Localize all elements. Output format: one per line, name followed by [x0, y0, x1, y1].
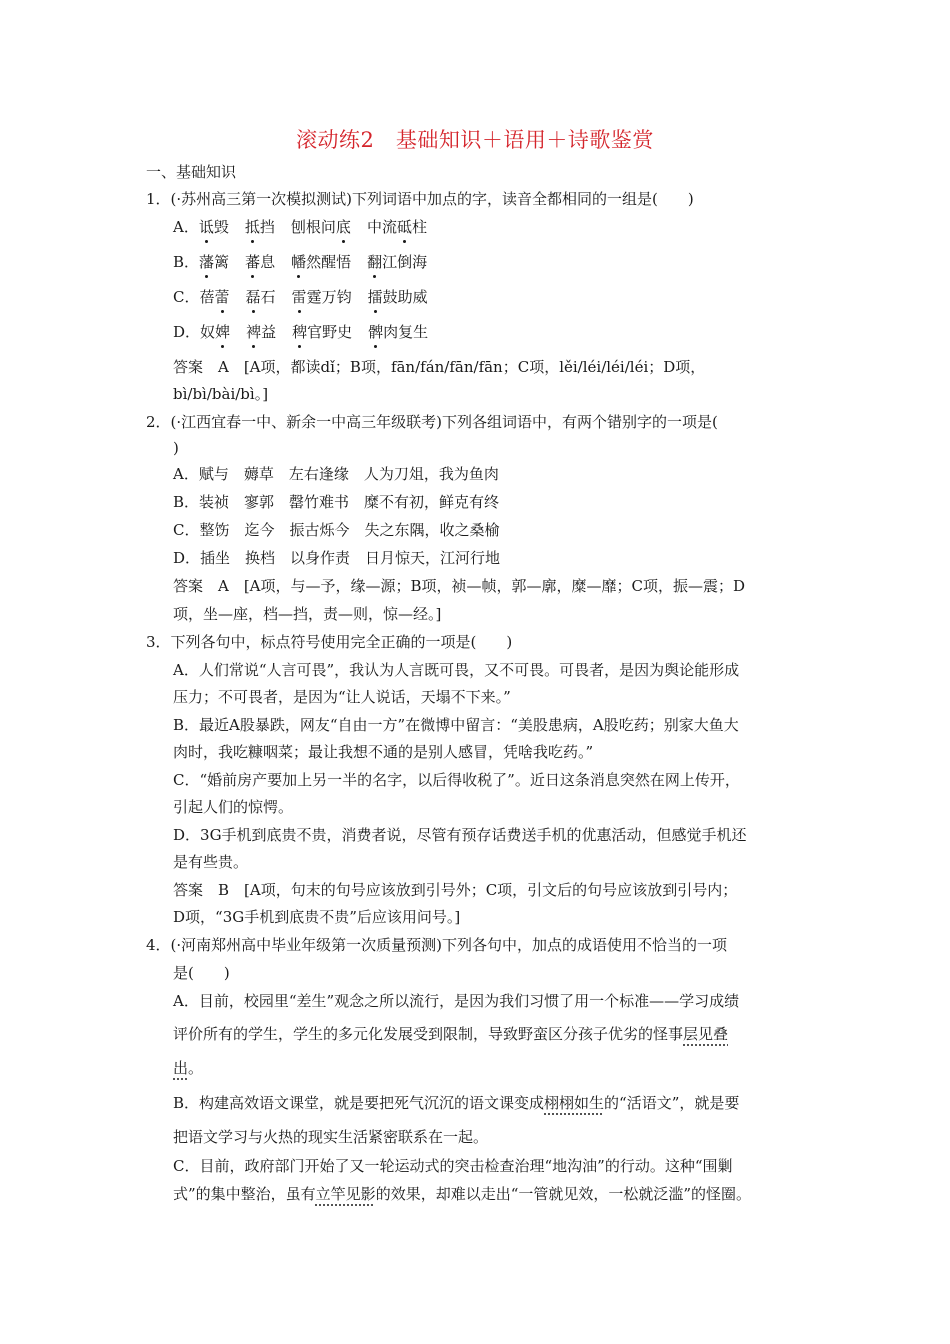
- q2-option-d: D．插坐 换档 以身作责 日月惊天，江河行地: [173, 549, 501, 567]
- q4-option-c-line1: C．目前，政府部门开始了又一轮运动式的突击检查治理“地沟油”的行动。这种“围剿: [173, 1157, 733, 1175]
- dotted-char: 髀: [368, 323, 384, 341]
- q2-stem-line1: 2．(·江西宜春一中、新余一中高三年级联考)下列各组词语中，有两个错别字的一项是(: [146, 413, 718, 431]
- dotted-char: 雷: [291, 288, 307, 306]
- q1-answer-line2: bì/bì/bài/bì。]: [173, 385, 269, 403]
- q1-option-a: A．诋毁 抵挡 刨根问底 中流砥柱: [173, 218, 427, 236]
- q3-answer-line2: D项，“3G手机到底贵不贵”后应该用问号。]: [173, 908, 461, 926]
- q1-answer-line1: 答案 A [A项，都读dǐ；B项，fān/fán/fān/fān；C项，lěi/léi/léi/léi；D项，: [173, 358, 706, 376]
- dotted-char: 婢: [215, 323, 231, 341]
- q3-option-b-line2: 肉时，我吃糠咽菜；最让我想不通的是别人感冒，凭啥我吃药。”: [173, 743, 594, 761]
- dotted-idiom: 出: [173, 1059, 189, 1077]
- dotted-char: 擂: [367, 288, 383, 306]
- section-heading: 一、基础知识: [146, 163, 237, 181]
- q4-stem-line1: 4．(·河南郑州高中毕业年级第一次质量预测)下列各句中，加点的成语使用不恰当的一项: [146, 936, 728, 954]
- dotted-char: 幡: [291, 253, 307, 271]
- dotted-char: 底: [335, 218, 351, 236]
- q1-option-d: D．奴婢 裨益 稗官野史 髀肉复生: [173, 323, 429, 341]
- q3-option-c-line2: 引起人们的惊愕。: [173, 798, 294, 816]
- q2-option-c: C．整饬 迄今 振古烁今 失之东隅，收之桑榆: [173, 521, 500, 539]
- dotted-char: 诋: [198, 218, 214, 236]
- q4-option-a-line3: 出。: [173, 1059, 204, 1077]
- q3-stem: 3．下列各句中，标点符号使用完全正确的一项是( ): [146, 633, 513, 651]
- dotted-char: 抵: [244, 218, 260, 236]
- q2-option-a: A．赋与 薅草 左右逢缘 人为刀俎，我为鱼肉: [173, 465, 499, 483]
- q2-answer-line1: 答案 A [A项，与—予，缘—源；B项，祯—帧，郭—廓，糜—靡；C项，振—震；D: [173, 577, 746, 595]
- q4-stem-line2: 是( ): [173, 964, 230, 982]
- q3-option-b-line1: B．最近A股暴跌，网友“自由一方”在微博中留言：“美股患病，A股吃药；别家大鱼大: [173, 716, 739, 734]
- q4-option-b-line1: B．构建高效语文课堂，就是要把死气沉沉的语文课变成栩栩如生的“活语文”，就是要: [173, 1094, 740, 1112]
- q3-option-a-line1: A．人们常说“人言可畏”，我认为人言既可畏，又不可畏。可畏者，是因为舆论能形成: [173, 661, 740, 679]
- dotted-idiom: 立竿见影: [315, 1185, 376, 1203]
- q1-stem: 1．(·苏州高三第一次模拟测试)下列词语中加点的字，读音全都相同的一组是( ): [146, 190, 694, 208]
- q1-option-c: C．蓓蕾 磊石 雷霆万钧 擂鼓助威: [173, 288, 428, 306]
- dotted-char: 稗: [292, 323, 308, 341]
- dotted-idiom: 层见叠: [683, 1025, 729, 1043]
- dotted-char: 裨: [246, 323, 262, 341]
- q4-option-a-line2: 评价所有的学生，学生的多元化发展受到限制，导致野蛮区分孩子优劣的怪事层见叠: [173, 1025, 729, 1043]
- q2-option-b: B．装祯 寥郭 罄竹难书 糜不有初，鲜克有终: [173, 493, 500, 511]
- q4-option-a-line1: A．目前，校园里“差生”观念之所以流行，是因为我们习惯了用一个标准——学习成绩: [173, 992, 740, 1010]
- dotted-char: 砥: [396, 218, 412, 236]
- dotted-char: 磊: [245, 288, 261, 306]
- q3-answer-line1: 答案 B [A项，句末的句号应该放到引号外；C项，引文后的句号应该放到引号内；: [173, 881, 738, 899]
- dotted-char: 翻: [367, 253, 383, 271]
- dotted-char: 蕾: [214, 288, 230, 306]
- q1-option-b: B．藩篱 蕃息 幡然醒悟 翻江倒海: [173, 253, 428, 271]
- q4-option-c-line2: 式”的集中整治，虽有立竿见影的效果，却难以走出“一管就见效，一松就泛滥”的怪圈。: [173, 1185, 752, 1203]
- q3-option-d-line2: 是有些贵。: [173, 853, 249, 871]
- q3-option-c-line1: C．“婚前房产要加上另一半的名字，以后得收税了”。近日这条消息突然在网上传开，: [173, 771, 740, 789]
- page-title: 滚动练2 基础知识＋语用＋诗歌鉴赏: [296, 128, 654, 152]
- q2-answer-line2: 项，坐—座，档—挡，责—则，惊—经。]: [173, 605, 442, 623]
- q3-option-a-line2: 压力；不可畏者，是因为“让人说话，天塌不下来。”: [173, 688, 511, 706]
- q3-option-d-line1: D．3G手机到底贵不贵，消费者说，尽管有预存话费送手机的优惠活动，但感觉手机还: [173, 826, 747, 844]
- q2-stem-line2: ): [173, 439, 179, 457]
- dotted-char: 藩: [199, 253, 215, 271]
- dotted-char: 蕃: [245, 253, 261, 271]
- q4-option-b-line2: 把语文学习与火热的现实生活紧密联系在一起。: [173, 1128, 489, 1146]
- dotted-idiom: 栩栩如生: [544, 1094, 605, 1112]
